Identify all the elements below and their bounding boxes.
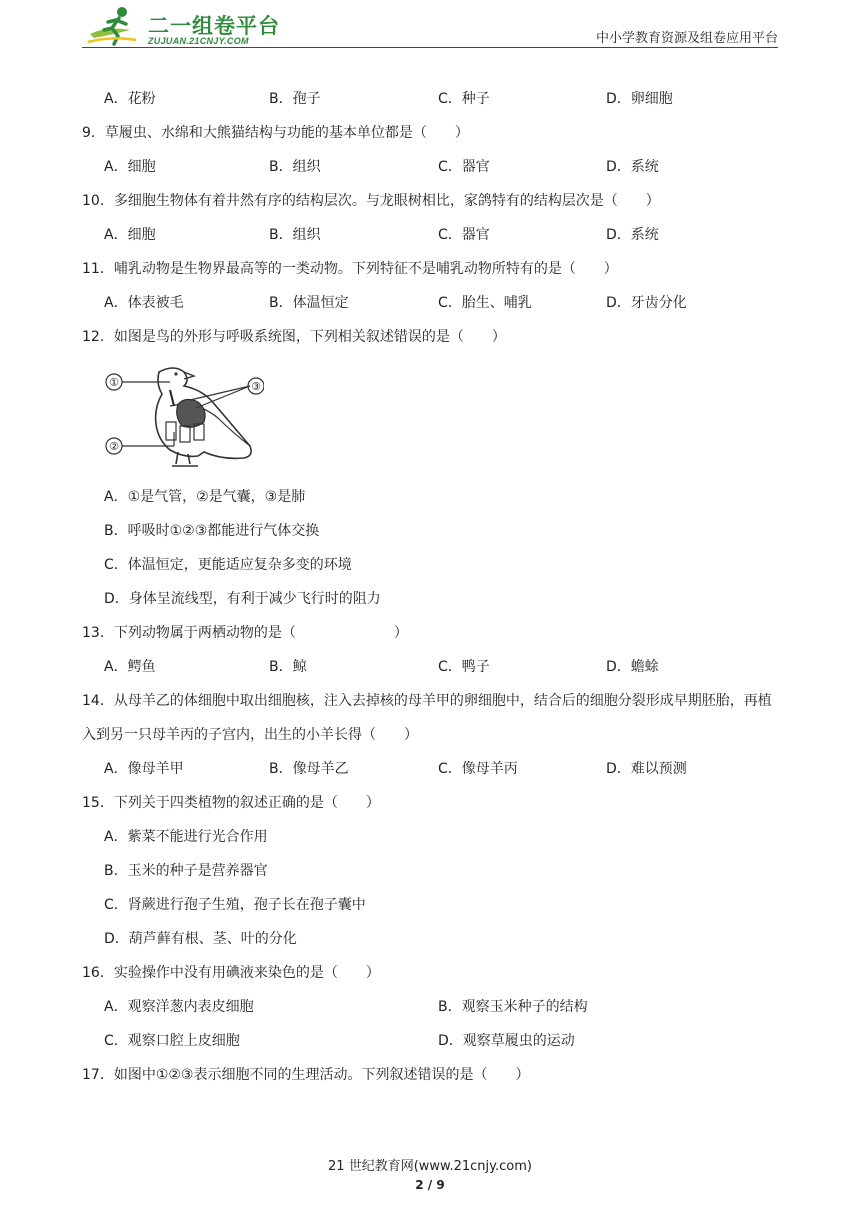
q15-stem: 15．下列关于四类植物的叙述正确的是（ ） [82, 795, 380, 811]
q9-stem: 9．草履虫、水绵和大熊猫结构与功能的基本单位都是（ ） [82, 125, 469, 141]
q13-option-d[interactable]: D．蟾蜍 [606, 659, 659, 675]
page-header [82, 0, 778, 50]
q16-option-d[interactable]: D．观察草履虫的运动 [438, 1033, 575, 1049]
figure-label-1: ① [109, 376, 119, 389]
q14-options [82, 752, 782, 786]
q12-option-d[interactable]: D．身体呈流线型，有利于减少飞行时的阻力 [104, 591, 381, 607]
q11-options [82, 286, 782, 320]
q9-options [82, 150, 782, 184]
q14-option-d[interactable]: D．难以预测 [606, 761, 687, 777]
footer-site[interactable]: 21 世纪教育网(www.21cnjy.com) [328, 1159, 532, 1174]
q12-option-a[interactable]: A．①是气管，②是气囊，③是肺 [104, 489, 306, 505]
q16-option-c[interactable]: C．观察口腔上皮细胞 [104, 1033, 240, 1049]
bird-diagram [104, 360, 264, 478]
header-divider [82, 47, 778, 48]
q8-option-b[interactable]: B．孢子 [269, 91, 321, 107]
q13-stem: 13．下列动物属于两栖动物的是（ ） [82, 625, 408, 641]
q9-option-c[interactable]: C．器官 [438, 159, 490, 175]
bird-respiratory-figure [82, 354, 782, 480]
q10-option-a[interactable]: A．细胞 [104, 227, 156, 243]
q14-option-b[interactable]: B．像母羊乙 [269, 761, 349, 777]
q8-option-c[interactable]: C．种子 [438, 91, 490, 107]
q8-options [82, 82, 782, 116]
q15-option-c[interactable]: C．肾蕨进行孢子生殖，孢子长在孢子囊中 [104, 897, 366, 913]
q16-option-b[interactable]: B．观察玉米种子的结构 [438, 999, 588, 1015]
q8-option-d[interactable]: D．卵细胞 [606, 91, 673, 107]
q14-option-c[interactable]: C．像母羊丙 [438, 761, 518, 777]
figure-label-2: ② [109, 440, 119, 453]
q8-option-a[interactable]: A．花粉 [104, 91, 156, 107]
q13-option-a[interactable]: A．鳄鱼 [104, 659, 156, 675]
q16-options-row2 [82, 1024, 782, 1058]
figure-label-3: ③ [251, 380, 261, 393]
q10-stem: 10．多细胞生物体有着井然有序的结构层次。与龙眼树相比，家鸽特有的结构层次是（ ） [82, 193, 660, 209]
q11-option-b[interactable]: B．体温恒定 [269, 295, 349, 311]
q12-stem: 12．如图是鸟的外形与呼吸系统图，下列相关叙述错误的是（ ） [82, 329, 506, 345]
q10-option-d[interactable]: D．系统 [606, 227, 659, 243]
question-content [82, 82, 782, 1092]
q13-options [82, 650, 782, 684]
running-figure-icon [86, 4, 146, 46]
q16-option-a[interactable]: A．观察洋葱内表皮细胞 [104, 999, 254, 1015]
q11-option-a[interactable]: A．体表被毛 [104, 295, 184, 311]
q9-option-d[interactable]: D．系统 [606, 159, 659, 175]
q15-option-b[interactable]: B．玉米的种子是营养器官 [104, 863, 268, 879]
logo-subtext: ZUJUAN.21CNJY.COM [148, 36, 249, 46]
q16-options-row1 [82, 990, 782, 1024]
q11-option-d[interactable]: D．牙齿分化 [606, 295, 687, 311]
q17-stem: 17．如图中①②③表示细胞不同的生理活动。下列叙述错误的是（ ） [82, 1067, 530, 1083]
site-logo[interactable] [86, 4, 336, 46]
q13-option-c[interactable]: C．鸭子 [438, 659, 490, 675]
platform-name: 中小学教育资源及组卷应用平台 [595, 31, 778, 46]
q10-options [82, 218, 782, 252]
q11-option-c[interactable]: C．胎生、哺乳 [438, 295, 532, 311]
q9-option-b[interactable]: B．组织 [269, 159, 321, 175]
q12-option-b[interactable]: B．呼吸时①②③都能进行气体交换 [104, 523, 320, 539]
q11-stem: 11．哺乳动物是生物界最高等的一类动物。下列特征不是哺乳动物所特有的是（ ） [82, 261, 618, 277]
q10-option-c[interactable]: C．器官 [438, 227, 490, 243]
q10-option-b[interactable]: B．组织 [269, 227, 321, 243]
q13-option-b[interactable]: B．鲸 [269, 659, 307, 675]
q14-stem: 14．从母羊乙的体细胞中取出细胞核，注入去掉核的母羊甲的卵细胞中，结合后的细胞分裂形成早期胚胎，再植入到另一只母羊丙的子宫内，出生的小羊长得（ ） [82, 693, 772, 743]
q16-stem: 16．实验操作中没有用碘液来染色的是（ ） [82, 965, 380, 981]
q14-option-a[interactable]: A．像母羊甲 [104, 761, 184, 777]
q15-option-a[interactable]: A．紫菜不能进行光合作用 [104, 829, 268, 845]
q15-option-d[interactable]: D．葫芦藓有根、茎、叶的分化 [104, 931, 297, 947]
q9-option-a[interactable]: A．细胞 [104, 159, 156, 175]
q12-option-c[interactable]: C．体温恒定，更能适应复杂多变的环境 [104, 557, 352, 573]
logo-text: 二一组卷平台 [148, 14, 280, 38]
page-number: 2 / 9 [415, 1178, 445, 1192]
